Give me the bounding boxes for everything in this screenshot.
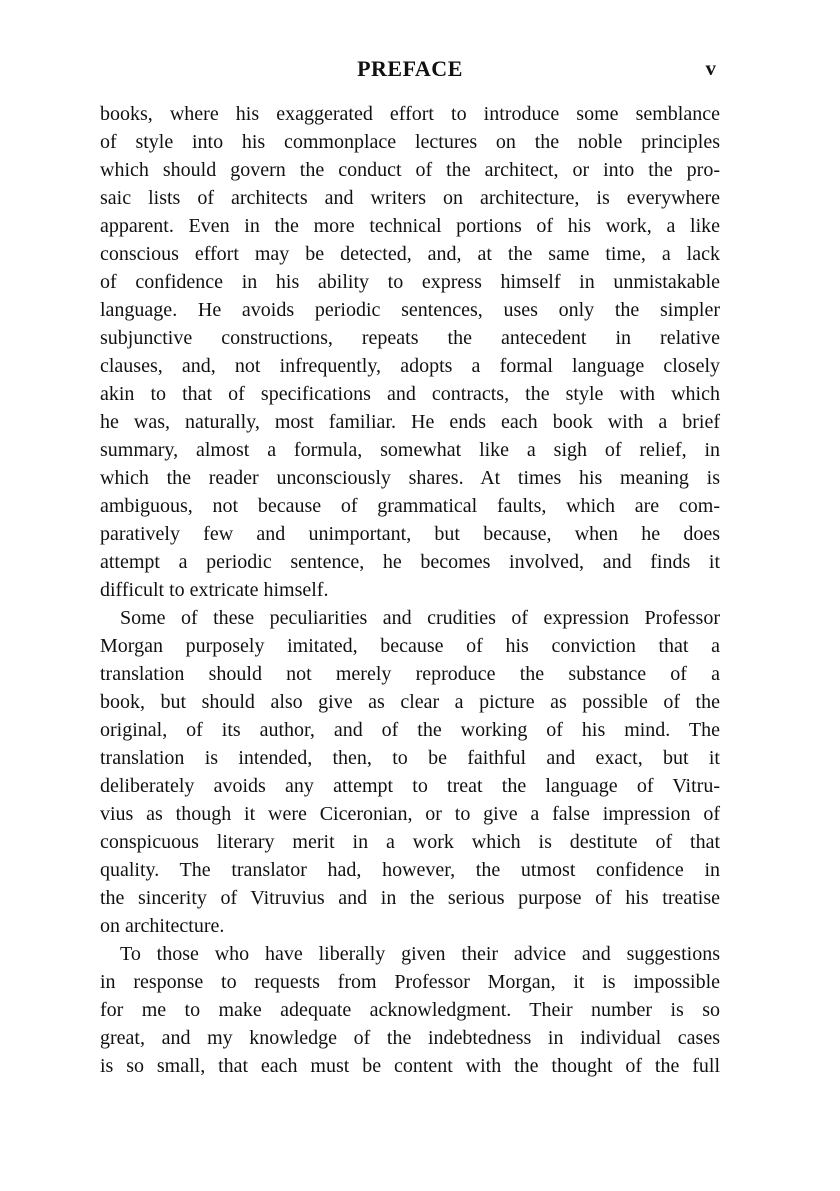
text-line: subjunctive constructions, repeats the antecedent in relative — [100, 327, 720, 349]
text-line: original, of its author, and of the working of his mind. The — [100, 719, 720, 741]
text-line: apparent. Even in the more technical portions of his work, a like — [100, 215, 720, 237]
text-line: deliberately avoids any attempt to treat the language of Vitru- — [100, 775, 720, 797]
text-line: books, where his exaggerated effort to introduce some semblance — [100, 103, 720, 125]
text-line: book, but should also give as clear a picture as possible of the — [100, 691, 720, 713]
text-line: attempt a periodic sentence, he becomes involved, and finds it — [100, 551, 720, 573]
text-line: clauses, and, not infrequently, adopts a formal language closely — [100, 355, 720, 377]
text-line: which the reader unconsciously shares. At times his meaning is — [100, 467, 720, 489]
text-line: he was, naturally, most familiar. He ends each book with a brief — [100, 411, 720, 433]
text-line: which should govern the conduct of the architect, or into the pro- — [100, 159, 720, 181]
text-line: translation should not merely reproduce the substance of a — [100, 663, 720, 685]
text-line: is so small, that each must be content with the thought of the full — [100, 1055, 720, 1077]
text-line: conspicuous literary merit in a work which is destitute of that — [100, 831, 720, 853]
text-line: Morgan purposely imitated, because of his conviction that a — [100, 635, 720, 657]
text-line: of confidence in his ability to express himself in unmistakable — [100, 271, 720, 293]
text-line: in response to requests from Professor Morgan, it is impossible — [100, 971, 720, 993]
text-line: akin to that of specifications and contracts, the style with which — [100, 383, 720, 405]
text-line: of style into his commonplace lectures on the noble principles — [100, 131, 720, 153]
text-line: the sincerity of Vitruvius and in the serious purpose of his treatise — [100, 887, 720, 909]
text-line: language. He avoids periodic sentences, uses only the simpler — [100, 299, 720, 321]
text-line: quality. The translator had, however, the utmost confidence in — [100, 859, 720, 881]
running-head: PREFACE — [357, 56, 463, 81]
text-line: saic lists of architects and writers on architecture, is everywhere — [100, 187, 720, 209]
page-header — [100, 56, 720, 88]
text-line: translation is intended, then, to be faithful and exact, but it — [100, 747, 720, 769]
text-line: on architecture. — [100, 915, 225, 937]
text-line: conscious effort may be detected, and, at the same time, a lack — [100, 243, 720, 265]
text-line: for me to make adequate acknowledgment. Their number is so — [100, 999, 720, 1021]
page-number: v — [705, 56, 716, 80]
text-line: ambiguous, not because of grammatical faults, which are com- — [100, 495, 720, 517]
text-line: difficult to extricate himself. — [100, 579, 329, 601]
body-text — [100, 100, 720, 1080]
text-line: To those who have liberally given their advice and suggestions — [120, 943, 720, 965]
text-line: Some of these peculiarities and crudities of expression Professor — [120, 607, 720, 629]
text-line: summary, almost a formula, somewhat like a sigh of relief, in — [100, 439, 720, 461]
text-line: great, and my knowledge of the indebtedness in individual cases — [100, 1027, 720, 1049]
text-line: vius as though it were Ciceronian, or to give a false impression of — [100, 803, 720, 825]
text-line: paratively few and unimportant, but because, when he does — [100, 523, 720, 545]
